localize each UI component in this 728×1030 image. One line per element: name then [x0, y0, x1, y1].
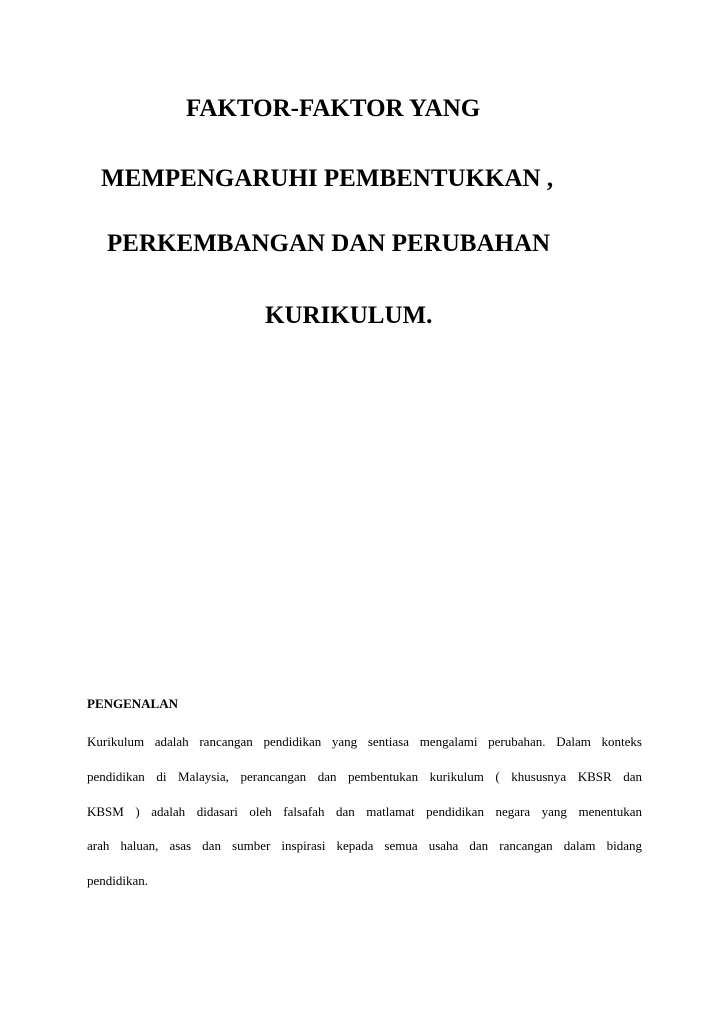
- title-line-3: PERKEMBANGAN DAN PERUBAHAN: [107, 230, 551, 257]
- title-line-4: KURIKULUM.: [265, 302, 433, 329]
- title-line-2: MEMPENGARUHI PEMBENTUKKAN ,: [101, 165, 554, 192]
- title-line-1: FAKTOR-FAKTOR YANG: [186, 95, 481, 122]
- paragraph-line-5: pendidikan.: [87, 873, 149, 888]
- paragraph-line-1: Kurikulum adalah rancangan pendidikan yang sentiasa mengalami perubahan. Dalam konteks: [87, 734, 642, 749]
- section-heading: PENGENALAN: [87, 696, 179, 711]
- paragraph-line-3: KBSM ) adalah didasari oleh falsafah dan matlamat pendidikan negara yang menentukan: [87, 804, 642, 819]
- paragraph-line-4: arah haluan, asas dan sumber inspirasi kepada semua usaha dan rancangan dalam bidang: [87, 838, 642, 853]
- paragraph-line-2: pendidikan di Malaysia, perancangan dan pembentukan kurikulum ( khususnya KBSR dan: [87, 769, 642, 784]
